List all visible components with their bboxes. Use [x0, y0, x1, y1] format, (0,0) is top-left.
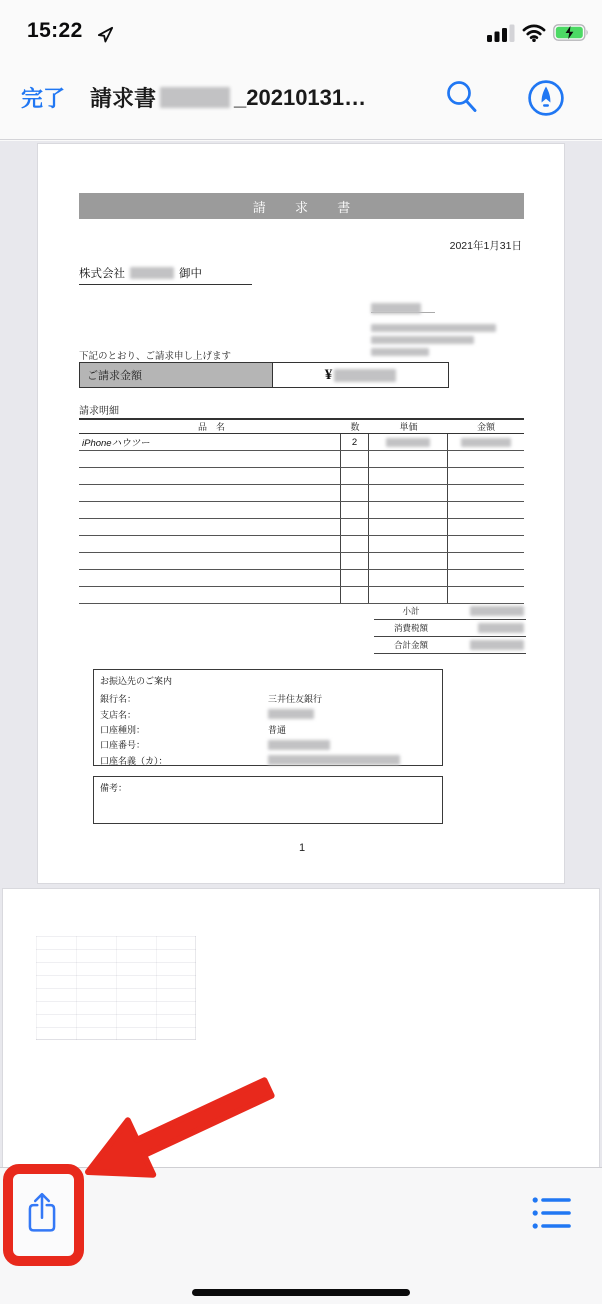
table-row-empty — [79, 587, 524, 604]
currency-symbol: ¥ — [324, 366, 333, 383]
bank-name-value: 三井住友銀行 — [268, 694, 323, 705]
sender-address-block — [371, 300, 496, 355]
subtotal-row — [374, 603, 526, 620]
recipient-prefix: 株式会社 — [79, 268, 125, 280]
page-number: 1 — [298, 842, 306, 854]
table-row-empty — [79, 570, 524, 587]
bottom-toolbar — [0, 1167, 602, 1304]
account-holder-label: 口座名義（カ）： — [100, 755, 168, 766]
invoice-date: 2021年1月31日 — [449, 240, 522, 252]
battery-charging-icon — [553, 24, 590, 41]
redacted-sender-name — [371, 303, 421, 314]
redacted-recipient-name — [130, 267, 174, 279]
document-title-prefix: 請求書 — [90, 86, 157, 111]
redacted-subtotal — [470, 606, 524, 616]
invoice-recipient — [79, 265, 252, 285]
subtotal-label: 小計 — [402, 606, 420, 616]
cellular-icon — [487, 23, 515, 42]
table-header-row — [79, 418, 524, 434]
status-bar — [0, 0, 602, 56]
pdf-page-2 — [2, 888, 600, 1168]
clock-text: 15:22 — [27, 19, 83, 42]
pdf-scroll-area[interactable] — [0, 141, 602, 1167]
table-row — [79, 434, 524, 451]
tax-label: 消費税額 — [393, 623, 428, 633]
document-title — [90, 82, 366, 113]
table-row-empty — [79, 451, 524, 468]
account-type-label: 口座種別： — [100, 724, 146, 735]
redacted-account-holder — [268, 755, 400, 765]
redacted-tax — [478, 623, 524, 633]
col-header-unit-price: 単価 — [399, 422, 418, 432]
table-row-empty — [79, 536, 524, 553]
tax-row — [374, 620, 526, 637]
account-type-row — [100, 722, 436, 737]
col-header-amount: 金額 — [476, 422, 495, 432]
recipient-suffix: 御中 — [179, 268, 202, 280]
bank-info-box — [93, 669, 443, 766]
notes-label: 備考： — [100, 783, 128, 793]
branch-label: 支店名： — [100, 709, 137, 720]
redacted-branch-name — [268, 709, 314, 719]
col-header-item: 品 名 — [197, 422, 225, 432]
document-title-suffix: _20210131… — [234, 84, 367, 110]
notes-box — [93, 776, 443, 824]
table-row-empty — [79, 468, 524, 485]
markup-button[interactable] — [524, 76, 568, 120]
account-number-row — [100, 737, 436, 752]
billing-amount-label: ご請求金額 — [79, 362, 273, 388]
location-icon — [96, 25, 115, 44]
redacted-total — [470, 640, 524, 650]
share-button[interactable] — [26, 1191, 62, 1237]
bank-name-label: 銀行名： — [100, 694, 137, 705]
redacted-sender-address-1 — [371, 324, 496, 332]
wifi-icon — [522, 23, 546, 42]
invoice-greeting: 下記のとおり、ご請求申し上げます — [79, 351, 232, 362]
done-button[interactable]: 完了 — [21, 86, 66, 111]
annotation-red-box — [3, 1164, 84, 1266]
nav-bar — [0, 56, 602, 140]
line-items-table — [79, 418, 524, 604]
billing-amount-row — [79, 362, 449, 388]
item-qty-cell: 2 — [341, 434, 369, 450]
table-row-empty — [79, 519, 524, 536]
total-label: 合計金額 — [393, 640, 428, 650]
redacted-sender-address-2 — [371, 336, 474, 344]
list-icon — [532, 1196, 572, 1230]
item-amount-cell — [448, 434, 524, 450]
details-section-label: 請求明細 — [79, 406, 119, 417]
table-row-empty — [79, 485, 524, 502]
redacted-amount — [334, 369, 396, 382]
totals-summary — [374, 603, 526, 654]
search-icon — [444, 79, 480, 117]
col-header-qty: 数 — [350, 422, 360, 432]
invoice-title-bar: 請 求 書 — [79, 193, 524, 219]
total-row — [374, 637, 526, 654]
bank-name-row — [100, 691, 436, 706]
branch-row — [100, 706, 436, 721]
redacted-unit-price — [386, 438, 430, 447]
thumbnail-list-button[interactable] — [532, 1196, 572, 1230]
redacted-line-amount — [461, 438, 511, 447]
home-indicator[interactable] — [192, 1289, 410, 1296]
redacted-account-number — [268, 740, 330, 750]
account-type-value: 普通 — [268, 724, 287, 735]
faint-table-grid — [36, 936, 196, 1040]
table-row-empty — [79, 502, 524, 519]
item-name-cell: iPhoneハウツー — [79, 434, 341, 450]
share-icon — [26, 1191, 58, 1233]
redacted-sender-phone — [371, 348, 429, 356]
item-unit-price-cell — [369, 434, 448, 450]
redacted-filename — [160, 87, 230, 108]
account-holder-row — [100, 753, 436, 768]
markup-icon — [526, 78, 566, 118]
billing-amount-value — [273, 362, 449, 388]
pdf-page-1 — [37, 143, 565, 884]
search-button[interactable] — [440, 76, 484, 120]
account-number-label: 口座番号： — [100, 740, 146, 751]
bank-info-title: お振込先のご案内 — [100, 676, 173, 686]
table-row-empty — [79, 553, 524, 570]
